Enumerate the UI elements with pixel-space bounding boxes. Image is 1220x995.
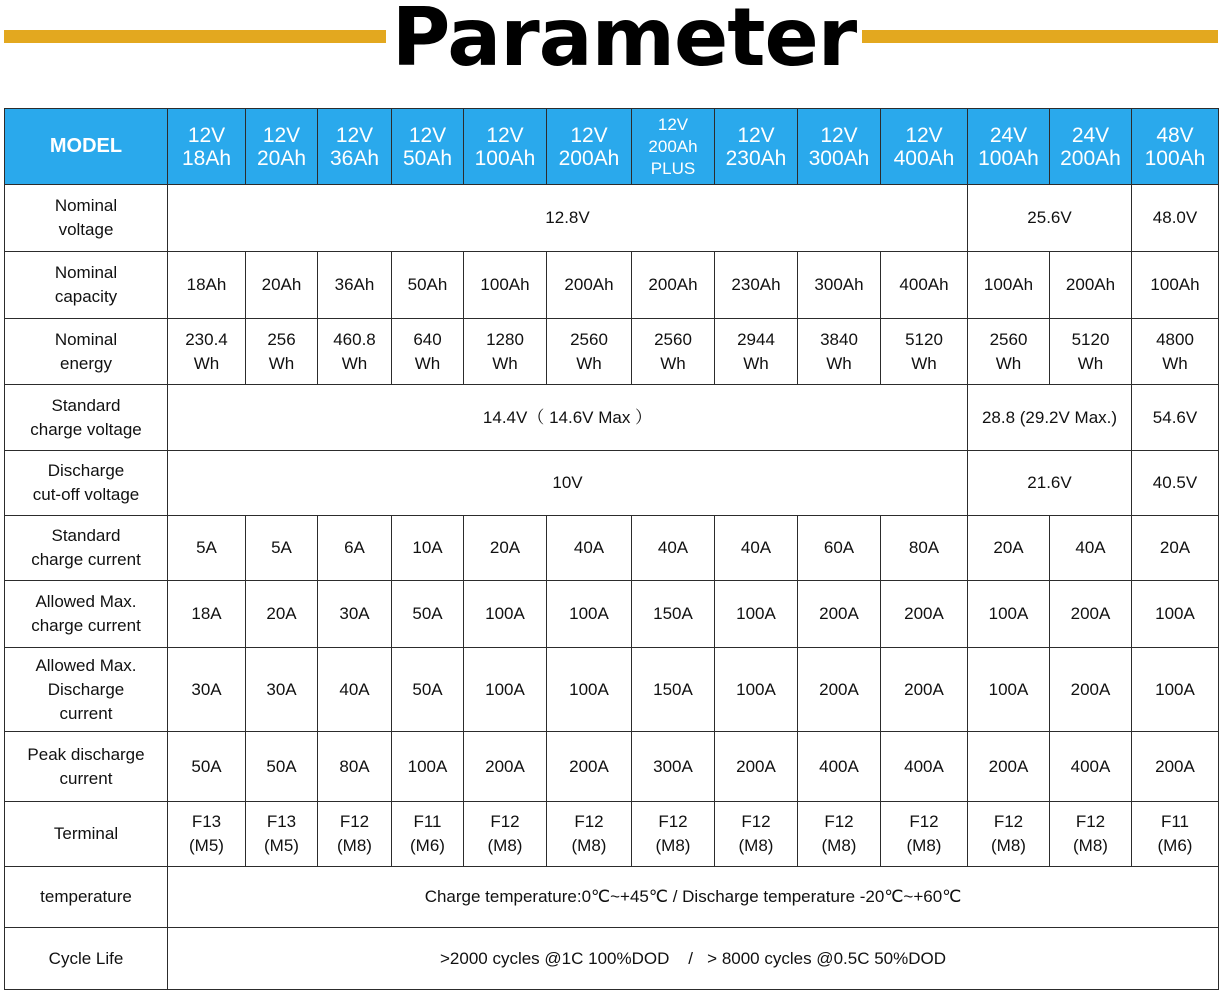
table-cell: F12 (M8) — [968, 802, 1050, 867]
table-cell: 40A — [547, 516, 632, 581]
table-cell: 30A — [318, 581, 392, 648]
table-cell: 40A — [1050, 516, 1132, 581]
model-cell: 12V 36Ah — [318, 109, 392, 185]
table-cell: 30A — [246, 648, 318, 732]
table-cell: F11 (M6) — [392, 802, 464, 867]
row-label: Nominal energy — [5, 319, 168, 385]
table-cell: 18Ah — [168, 252, 246, 319]
row-label: Discharge cut-off voltage — [5, 451, 168, 516]
table-cell: 256 Wh — [246, 319, 318, 385]
table-row — [5, 319, 1219, 385]
table-cell: 40A — [632, 516, 715, 581]
table-cell: >2000 cycles @1C 100%DOD / > 8000 cycles @0.5C 50%DOD — [168, 928, 1219, 990]
table-cell: F12 (M8) — [464, 802, 547, 867]
table-cell: 80A — [881, 516, 968, 581]
table-cell: 460.8 Wh — [318, 319, 392, 385]
table-cell: F13 (M5) — [246, 802, 318, 867]
model-cell: 12V 400Ah — [881, 109, 968, 185]
table-cell: 230Ah — [715, 252, 798, 319]
table-cell: 200Ah — [632, 252, 715, 319]
table-cell: 20Ah — [246, 252, 318, 319]
table-cell: F12 (M8) — [1050, 802, 1132, 867]
table-row — [5, 732, 1219, 802]
table-cell: 50Ah — [392, 252, 464, 319]
table-cell: 100Ah — [968, 252, 1050, 319]
row-label: Peak discharge current — [5, 732, 168, 802]
table-cell: 200A — [798, 648, 881, 732]
title-bar-right — [862, 30, 1218, 43]
table-row — [5, 185, 1219, 252]
table-cell: 400A — [881, 732, 968, 802]
table-cell: F12 (M8) — [632, 802, 715, 867]
table-cell: 200A — [1132, 732, 1219, 802]
table-cell: 230.4 Wh — [168, 319, 246, 385]
table-cell: 48.0V — [1132, 185, 1219, 252]
table-cell: F12 (M8) — [881, 802, 968, 867]
table-cell: 20A — [464, 516, 547, 581]
table-cell: 100A — [547, 648, 632, 732]
page-title: Parameter — [391, 0, 857, 84]
table-cell: 5120 Wh — [881, 319, 968, 385]
row-label: Nominal voltage — [5, 185, 168, 252]
table-cell: 12.8V — [168, 185, 968, 252]
table-row — [5, 648, 1219, 732]
table-cell: 200A — [881, 648, 968, 732]
table-cell: 200A — [715, 732, 798, 802]
table-row — [5, 451, 1219, 516]
table-cell: 400A — [798, 732, 881, 802]
table-cell: 100A — [715, 581, 798, 648]
model-cell: 12V 50Ah — [392, 109, 464, 185]
parameter-table — [4, 108, 1219, 990]
row-label: Cycle Life — [5, 928, 168, 990]
table-cell: 40.5V — [1132, 451, 1219, 516]
table-cell: 100A — [968, 648, 1050, 732]
table-cell: 100A — [464, 648, 547, 732]
table-cell: 100A — [392, 732, 464, 802]
table-cell: 5A — [246, 516, 318, 581]
table-cell: Charge temperature:0℃~+45℃ / Discharge temperature -20℃~+60℃ — [168, 867, 1219, 928]
table-cell: 50A — [392, 581, 464, 648]
table-row — [5, 581, 1219, 648]
table-cell: F12 (M8) — [318, 802, 392, 867]
table-cell: 2560 Wh — [547, 319, 632, 385]
header-row — [5, 109, 1219, 185]
table-cell: 300A — [632, 732, 715, 802]
table-cell: 100A — [968, 581, 1050, 648]
table-cell: 54.6V — [1132, 385, 1219, 451]
row-label: Standard charge voltage — [5, 385, 168, 451]
table-cell: 10V — [168, 451, 968, 516]
table-cell: 5A — [168, 516, 246, 581]
model-cell: 12V 20Ah — [246, 109, 318, 185]
table-row — [5, 867, 1219, 928]
table-row — [5, 802, 1219, 867]
model-header: MODEL — [5, 109, 168, 185]
table-cell: 200A — [464, 732, 547, 802]
table-cell: 100A — [1132, 648, 1219, 732]
table-cell: 150A — [632, 581, 715, 648]
title-area — [0, 0, 1220, 92]
table-cell: 50A — [392, 648, 464, 732]
table-cell: 20A — [968, 516, 1050, 581]
table-row — [5, 252, 1219, 319]
table-cell: 200A — [547, 732, 632, 802]
table-row — [5, 385, 1219, 451]
table-cell: 6A — [318, 516, 392, 581]
model-cell: 24V 200Ah — [1050, 109, 1132, 185]
row-label: Terminal — [5, 802, 168, 867]
table-cell: 2560 Wh — [632, 319, 715, 385]
table-cell: 200A — [1050, 648, 1132, 732]
table-cell: 10A — [392, 516, 464, 581]
row-label: Allowed Max. Discharge current — [5, 648, 168, 732]
table-cell: 1280 Wh — [464, 319, 547, 385]
table-cell: F12 (M8) — [547, 802, 632, 867]
table-cell: 200A — [1050, 581, 1132, 648]
table-cell: 200Ah — [1050, 252, 1132, 319]
model-cell: 12V 18Ah — [168, 109, 246, 185]
table-cell: 50A — [246, 732, 318, 802]
table-cell: 36Ah — [318, 252, 392, 319]
table-cell: 200A — [798, 581, 881, 648]
model-cell: 12V 100Ah — [464, 109, 547, 185]
table-cell: 100Ah — [1132, 252, 1219, 319]
table-cell: 21.6V — [968, 451, 1132, 516]
model-cell: 12V 300Ah — [798, 109, 881, 185]
table-cell: 100A — [1132, 581, 1219, 648]
table-cell: 300Ah — [798, 252, 881, 319]
table-cell: 150A — [632, 648, 715, 732]
table-cell: 100A — [547, 581, 632, 648]
table-row — [5, 516, 1219, 581]
table-cell: 100A — [715, 648, 798, 732]
row-label: temperature — [5, 867, 168, 928]
table-cell: 3840 Wh — [798, 319, 881, 385]
table-cell: F13 (M5) — [168, 802, 246, 867]
model-cell: 12V 200Ah PLUS — [632, 109, 715, 185]
table-row — [5, 928, 1219, 990]
model-cell: 12V 200Ah — [547, 109, 632, 185]
table-cell: F12 (M8) — [715, 802, 798, 867]
table-cell: 400A — [1050, 732, 1132, 802]
table-cell: 40A — [715, 516, 798, 581]
table-cell: 100A — [464, 581, 547, 648]
table-cell: F12 (M8) — [798, 802, 881, 867]
table-cell: 200A — [881, 581, 968, 648]
table-cell: 20A — [1132, 516, 1219, 581]
table-cell: 60A — [798, 516, 881, 581]
table-cell: 400Ah — [881, 252, 968, 319]
table-cell: 40A — [318, 648, 392, 732]
table-cell: 200Ah — [547, 252, 632, 319]
table-cell: 50A — [168, 732, 246, 802]
table-cell: 25.6V — [968, 185, 1132, 252]
table-cell: 640 Wh — [392, 319, 464, 385]
table-cell: 5120 Wh — [1050, 319, 1132, 385]
table-cell: 2944 Wh — [715, 319, 798, 385]
table-cell: 18A — [168, 581, 246, 648]
row-label: Standard charge current — [5, 516, 168, 581]
row-label: Nominal capacity — [5, 252, 168, 319]
model-cell: 48V 100Ah — [1132, 109, 1219, 185]
model-cell: 12V 230Ah — [715, 109, 798, 185]
table-cell: 28.8 (29.2V Max.) — [968, 385, 1132, 451]
title-bar-left — [4, 30, 386, 43]
table-cell: 100Ah — [464, 252, 547, 319]
table-cell: 14.4V（ 14.6V Max ） — [168, 385, 968, 451]
table-cell: 20A — [246, 581, 318, 648]
model-cell: 24V 100Ah — [968, 109, 1050, 185]
table-cell: 80A — [318, 732, 392, 802]
row-label: Allowed Max. charge current — [5, 581, 168, 648]
table-cell: 200A — [968, 732, 1050, 802]
table-cell: 30A — [168, 648, 246, 732]
table-cell: F11 (M6) — [1132, 802, 1219, 867]
table-cell: 2560 Wh — [968, 319, 1050, 385]
table-cell: 4800 Wh — [1132, 319, 1219, 385]
